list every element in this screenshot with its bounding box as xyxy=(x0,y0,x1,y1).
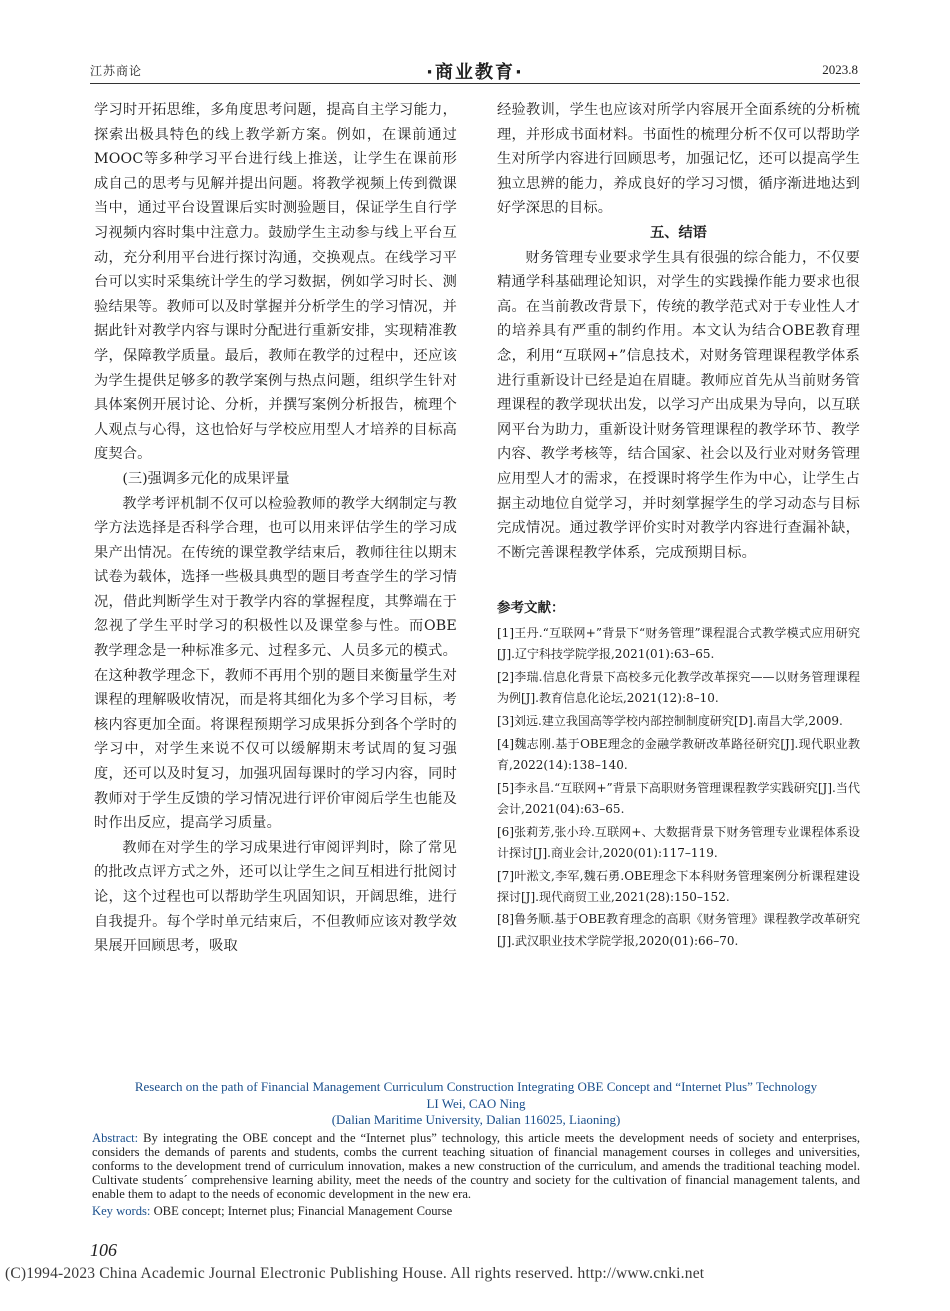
keywords-paragraph xyxy=(92,1204,860,1218)
paragraph: 教师在对学生的学习成果进行审阅评判时，除了常见的批改点评方式之外，还可以让学生之间互相进行批阅讨论，这个过程也可以帮助学生巩固知识，开阔思维，进行自我提升。每个学时单元结束后，不但教师应该对教学效果展开回顾思考，吸取 xyxy=(94,839,457,955)
keywords-label: Key words: xyxy=(92,1203,151,1218)
reference-list xyxy=(497,623,860,952)
reference-item: [6]张莉芳,张小玲.互联网+、大数据背景下财务管理专业课程体系设计探讨[J].商业会计,2020(01):117–119. xyxy=(497,824,860,860)
references-heading: 参考文献： xyxy=(497,600,565,617)
reference-item: [3]刘远.建立我国高等学校内部控制制度研究[D].南昌大学,2009. xyxy=(497,714,843,729)
abstract-text: By integrating the OBE concept and the “Internet plus” technology, this article meets the development needs of society and enterprises, considers the demands of parents and students, combs the current teaching situation of financial management courses in colleges and universities, conforms to the development trend of curriculum innovation, makes a new construction of the curriculum, and amends the traditional teaching model. Cultivate students´ comprehensive learning ability, meet the needs of the country and society for the cultivation of financial management talents, and enable them to adapt to the needs of economic development in the new era. xyxy=(92,1130,860,1202)
journal-name: 江苏商论 xyxy=(90,64,143,78)
reference-item: [5]李永昌.“互联网+”背景下高职财务管理课程教学实践研究[J].当代会计,2021(04):63–65. xyxy=(497,780,860,816)
left-column xyxy=(94,98,457,959)
copyright-notice: (C)1994-2023 China Academic Journal Electronic Publishing House. All rights reserved. http://www.cnki.net xyxy=(5,1265,705,1282)
page-number: 106 xyxy=(90,1240,117,1260)
issue-number: 2023.8 xyxy=(822,62,858,77)
english-authors: LI Wei, CAO Ning xyxy=(426,1095,526,1111)
section-heading: 五、结语 xyxy=(650,224,707,241)
subheading: (三)强调多元化的成果评量 xyxy=(122,470,290,487)
right-column xyxy=(497,98,860,953)
reference-item: [7]叶淞文,李军,魏石勇.OBE理念下本科财务管理案例分析课程建设探讨[J].现代商贸工业,2021(28):150–152. xyxy=(497,868,860,904)
keywords-text: OBE concept; Internet plus; Financial Management Course xyxy=(150,1203,453,1218)
english-affiliation: (Dalian Maritime University, Dalian 116025, Liaoning) xyxy=(331,1112,621,1127)
abstract-paragraph xyxy=(92,1131,860,1202)
section-title-header: ·商业教育· xyxy=(426,62,524,83)
abstract-label: Abstract: xyxy=(92,1130,139,1145)
paragraph: 经验教训，学生也应该对所学内容展开全面系统的分析梳理，并形成书面材料。书面性的梳理分析不仅可以帮助学生对所学内容进行回顾思考，加强记忆，还可以提高学生独立思辨的能力，养成良好的学习习惯，循序渐进地达到好学深思的目标。 xyxy=(497,102,860,217)
english-title: Research on the path of Financial Management Curriculum Construction Integrating OBE Concept and “Internet Plus” Technology xyxy=(134,1079,818,1094)
paragraph: 教学考评机制不仅可以检验教师的教学大纲制定与教学方法选择是否科学合理，也可以用来评估学生的学习成果产出情况。在传统的课堂教学结束后，教师往往以期末试卷为载体，选择一些极具典型的题目考查学生的学习情况，借此判断学生对于教学内容的掌握程度，其弊端在于忽视了学生平时学习的积极性以及课堂参与性。而OBE教学理念是一种标准多元、过程多元、人员多元的模式。在这种教学理念下，教师不再用个别的题目来衡量学生对课程的理解吸收情况，而是将其细化为多个学习目标，考核内容更加全面。将课程预期学习成果拆分到各个学时的学习中，对学生来说不仅可以缓解期末考试周的复习强度，还可以及时复习，加强巩固每课时的学习内容，同时教师对于学生反馈的学习情况进行评价审阅后学生也能及时作出反应，提高学习质量。 xyxy=(94,495,457,832)
english-abstract xyxy=(92,1079,860,1218)
reference-item: [8]鲁务顺.基于OBE教育理念的高职《财务管理》课程教学改革研究[J].武汉职业技术学院学报,2020(01):66–70. xyxy=(497,912,860,948)
paragraph: 财务管理专业要求学生具有很强的综合能力，不仅要精通学科基础理论知识，对学生的实践操作能力要求也很高。在当前教改背景下，传统的教学范式对于专业性人才的培养具有严重的制约作用。本文认为结合OBE教育理念，利用“互联网+”信息技术，对财务管理课程教学体系进行重新设计已经是迫在眉睫。教师应首先从当前财务管理课程的教学现状出发，以学习产出成果为导向，以互联网平台为助力，重新设计财务管理课程的教学环节、教学内容、教学考核等，结合国家、社会以及行业对财务管理应用型人才的需求，在授课时将学生作为中心，让学生占据主动地位自觉学习，并时刻掌握学生的学习动态与目标完成情况。通过教学评价实时对教学内容进行查漏补缺，不断完善课程教学体系，完成预期目标。 xyxy=(497,249,860,561)
header-rule xyxy=(90,83,860,84)
reference-item: [1]王丹.“互联网+”背景下“财务管理”课程混合式教学模式应用研究[J].辽宁科技学院学报,2021(01):63–65. xyxy=(497,626,860,662)
reference-item: [2]李瑞.信息化背景下高校多元化教学改革探究——以财务管理课程为例[J].教育信息化论坛,2021(12):8–10. xyxy=(497,670,860,706)
paragraph: 学习时开拓思维，多角度思考问题，提高自主学习能力，探索出极具特色的线上教学新方案。例如，在课前通过MOOC等多种学习平台进行线上推送，让学生在课前形成自己的思考与见解并提出问题。将教学视频上传到微课当中，通过平台设置课后实时测验题目，保证学生自行学习视频内容时集中注意力。鼓励学生主动参与线上平台互动，充分利用平台进行探讨沟通，交换观点。在线学习平台可以实时采集统计学生的学习数据，例如学习时长、测验结果等。教师可以及时掌握并分析学生的学习情况，并据此针对教学内容与课时分配进行重新安排，实现精准教学，保障教学质量。最后，教师在教学的过程中，还应该为学生提供足够多的教学案例与热点问题，组织学生针对具体案例开展讨论、分析，并撰写案例分析报告，梳理个人观点与心得，这也恰好与学校应用型人才培养的目标高度契合。 xyxy=(94,102,457,463)
reference-item: [4]魏志刚.基于OBE理念的金融学教研改革路径研究[J].现代职业教育,2022(14):138–140. xyxy=(497,736,860,772)
